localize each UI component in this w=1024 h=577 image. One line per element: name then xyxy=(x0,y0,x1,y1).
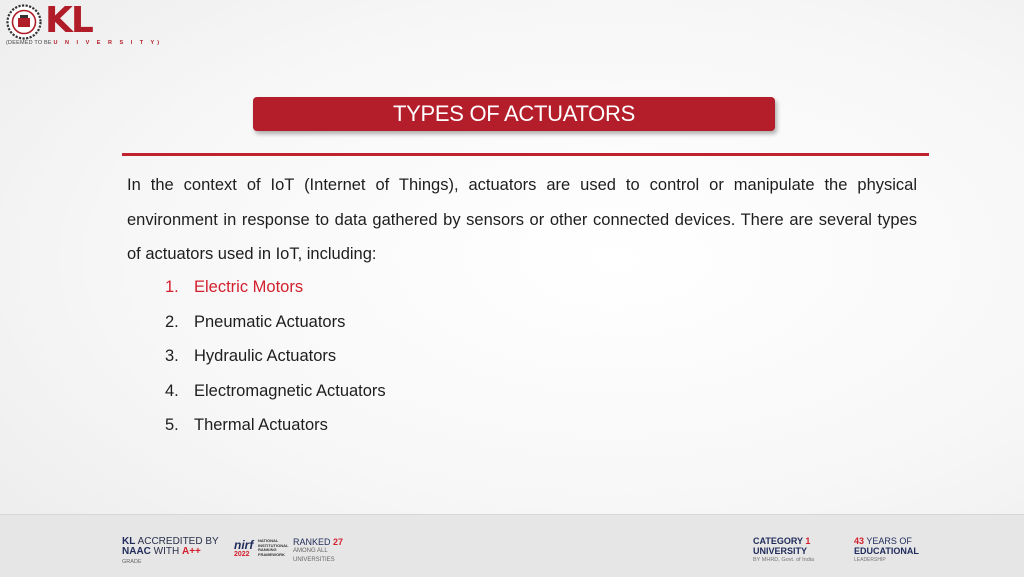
nirf-logo: nirf 2022 NATIONAL INSTITUTIONAL RANKING FRAMEWORK xyxy=(234,538,289,558)
university-seal-icon xyxy=(6,4,42,40)
years-leadership-badge: 43 YEARS OF EDUCATIONAL LEADERSHIP xyxy=(854,536,919,563)
title-divider xyxy=(122,153,929,156)
nirf-ranking-badge: RANKED 27 AMONG ALL UNIVERSITIES xyxy=(293,537,344,563)
intro-paragraph: In the context of IoT (Internet of Things), actuators are used to control or manipulate the physical environment in response to data gathered by sensors or other connected devices. There are several types of actuators used in IoT, including: xyxy=(127,176,917,263)
list-item-pneumatic-actuators: 2. Pneumatic Actuators xyxy=(165,312,346,331)
kl-university-logo xyxy=(4,0,163,50)
list-item-thermal-actuators: 5. Thermal Actuators xyxy=(165,416,328,434)
list-item-electric-motors: 1. Electric Motors xyxy=(165,278,304,296)
title-banner xyxy=(253,97,775,131)
list-item-hydraulic-actuators: 3. Hydraulic Actuators xyxy=(165,347,337,365)
kl-logo-mark: KL xyxy=(45,0,92,41)
category-badge: CATEGORY 1 UNIVERSITY BY MHRD, Govt. of India xyxy=(753,536,815,563)
footer-bar xyxy=(0,514,1024,577)
list-item-electromagnetic-actuators: 4. Electromagnetic Actuators xyxy=(165,381,386,400)
naac-accreditation-badge: KL ACCREDITED BY NAAC WITH A++ GRADE xyxy=(122,536,219,565)
actuator-types-list xyxy=(165,270,386,443)
slide-title: TYPES OF ACTUATORS xyxy=(393,101,635,126)
logo-subtitle: (DEEMED TO BE U N I V E R S I T Y) xyxy=(6,40,163,46)
